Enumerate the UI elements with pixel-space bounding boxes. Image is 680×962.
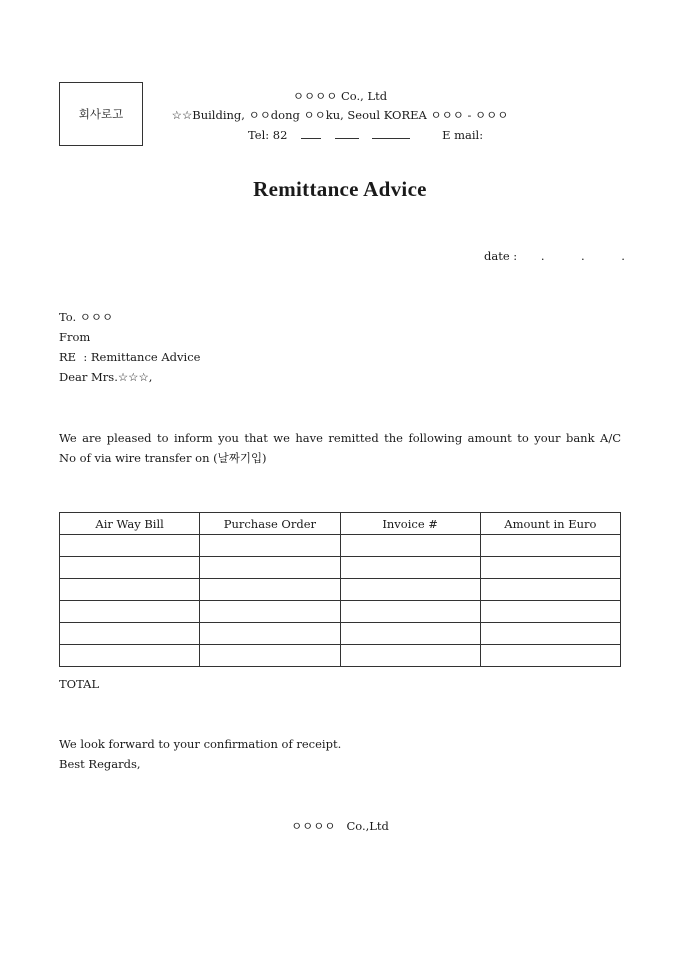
table-cell — [480, 623, 620, 645]
table-row — [60, 557, 621, 579]
date-field — [484, 249, 625, 263]
to-line: To. ㅇㅇㅇ — [59, 310, 114, 324]
table-cell — [340, 535, 480, 557]
table-cell — [480, 557, 620, 579]
table-header-row — [60, 513, 621, 535]
closing-line-1: We look forward to your confirmation of receipt. — [59, 737, 342, 751]
from-line: From — [59, 330, 91, 344]
table-cell — [60, 645, 200, 667]
table-cell — [200, 623, 340, 645]
date-separators: . . . — [540, 249, 625, 263]
table-cell — [200, 579, 340, 601]
salutation: Dear Mrs.☆☆☆, — [59, 370, 153, 384]
signature-company: ㅇㅇㅇㅇ Co.,Ltd — [291, 819, 389, 833]
email-label: E mail: — [442, 128, 484, 142]
contact-line — [248, 127, 483, 142]
company-logo-placeholder — [59, 82, 143, 146]
column-header-invoice: Invoice # — [340, 513, 480, 535]
table-row — [60, 623, 621, 645]
table-row — [60, 579, 621, 601]
tel-label: Tel: 82 — [248, 128, 288, 142]
date-label: date : — [484, 249, 518, 263]
tel-blank-3 — [372, 127, 410, 139]
logo-text: 회사로고 — [78, 107, 124, 121]
table-cell — [340, 645, 480, 667]
re-line: RE : Remittance Advice — [59, 350, 201, 364]
table-cell — [340, 601, 480, 623]
table-cell — [480, 535, 620, 557]
table-cell — [480, 601, 620, 623]
table-cell — [340, 557, 480, 579]
table-cell — [60, 535, 200, 557]
table-cell — [200, 535, 340, 557]
table-cell — [480, 579, 620, 601]
tel-blank-2 — [335, 127, 359, 139]
table-cell — [200, 601, 340, 623]
table-cell — [200, 645, 340, 667]
table-cell — [480, 645, 620, 667]
table-cell — [60, 579, 200, 601]
table-row — [60, 535, 621, 557]
remittance-table — [59, 512, 621, 667]
table-cell — [60, 557, 200, 579]
body-paragraph-line-2: No of via wire transfer on (날짜기입) — [59, 451, 267, 465]
company-address: ☆☆Building, ㅇㅇdong ㅇㅇku, Seoul KOREA ㅇㅇㅇ - ㅇㅇㅇ — [171, 108, 509, 122]
closing-line-2: Best Regards, — [59, 757, 141, 771]
column-header-air-way-bill: Air Way Bill — [60, 513, 200, 535]
tel-blank-1 — [301, 127, 321, 139]
document-title: Remittance Advice — [253, 177, 427, 201]
body-paragraph-line-1: We are pleased to inform you that we have remitted the following amount to your bank A/C — [59, 431, 621, 445]
table-row — [60, 645, 621, 667]
column-header-purchase-order: Purchase Order — [200, 513, 340, 535]
table-cell — [200, 557, 340, 579]
column-header-amount: Amount in Euro — [480, 513, 620, 535]
table-cell — [60, 623, 200, 645]
table-cell — [340, 623, 480, 645]
total-label: TOTAL — [59, 677, 100, 691]
table-cell — [340, 579, 480, 601]
company-name: ㅇㅇㅇㅇ Co., Ltd — [292, 89, 388, 103]
table-cell — [60, 601, 200, 623]
table-row — [60, 601, 621, 623]
